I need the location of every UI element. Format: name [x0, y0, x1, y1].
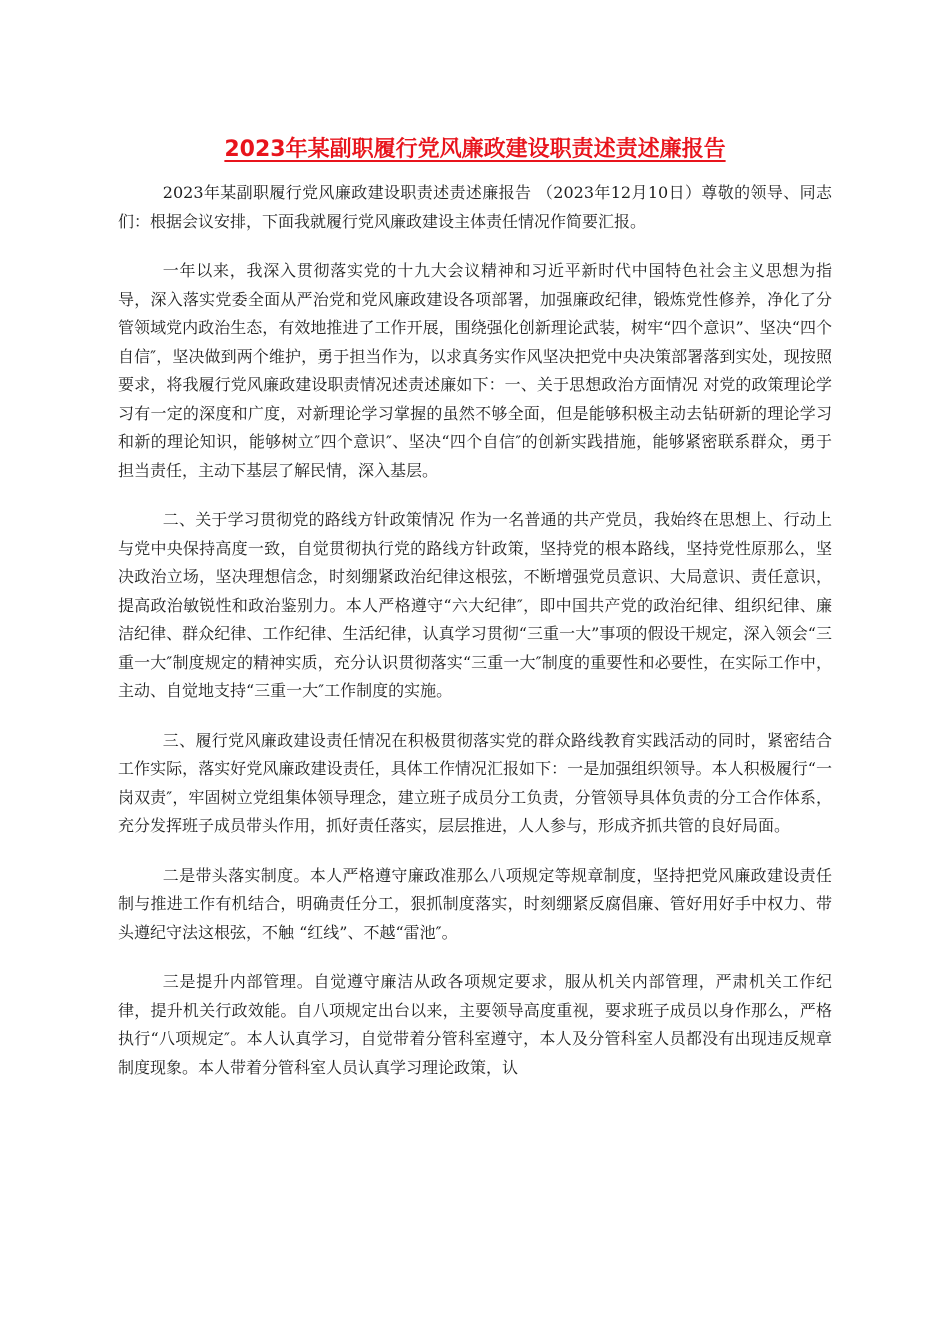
paragraph-1: 2023年某副职履行党风廉政建设职责述责述廉报告 （2023年12月10日）尊敬的领导、同志们：根据会议安排，下面我就履行党风廉政建设主体责任情况作简要汇报。: [118, 183, 832, 231]
document-title: 2023年某副职履行党风廉政建设职责述责述廉报告: [224, 137, 726, 162]
paragraph-5: 二是带头落实制度。本人严格遵守廉政准那么八项规定等规章制度，坚持把党风廉政建设责任制与推进工作有机结合，明确责任分工，狠抓制度落实，时刻绷紧反腐倡廉、管好用好手中权力、带头遵纪守法这根弦，不触 “红线”、不越“雷池″。: [118, 865, 832, 942]
paragraph-2: 一年以来，我深入贯彻落实党的十九大会议精神和习近平新时代中国特色社会主义思想为指导，深入落实党委全面从严治党和党风廉政建设各项部署，加强廉政纪律，锻炼党性修养，净化了分管领域党内政治生态，有效地推进了工作开展，围绕强化创新理论武装，树牢“四个意识”、坚决“四个自信″，坚决做到两个维护，勇于担当作为，以求真务实作风坚决把党中央决策部署落到实处，现按照要求，将我履行党风廉政建设职责情况述责述廉如下：一、关于思想政治方面情况 对党的政策理论学习有一定的深度和广度，对新理论学习掌握的虽然不够全面，但是能够积极主动去钻研新的理论学习和新的理论知识，能够树立″四个意识″、坚决“四个自信″的创新实践措施，能够紧密联系群众，勇于担当责任，主动下基层了解民情，深入基层。: [118, 261, 832, 480]
paragraph-4: 三、履行党风廉政建设责任情况在积极贯彻落实党的群众路线教育实践活动的同时，紧密结合工作实际，落实好党风廉政建设责任，具体工作情况汇报如下：一是加强组织领导。本人积极履行“一岗双责″，牢固树立党组集体领导理念，建立班子成员分工负责，分管领导具体负责的分工合作体系，充分发挥班子成员带头作用，抓好责任落实，层层推进，人人参与，形成齐抓共管的良好局面。: [118, 730, 832, 835]
paragraph-3: 二、关于学习贯彻党的路线方针政策情况 作为一名普通的共产党员，我始终在思想上、行动上与党中央保持高度一致，自觉贯彻执行党的路线方针政策，坚持党的根本路线，坚持党性原那么，坚决政治立场，坚决理想信念，时刻绷紧政治纪律这根弦，不断增强党员意识、大局意识、责任意识，提高政治敏锐性和政治鉴别力。本人严格遵守“六大纪律″，即中国共产党的政治纪律、组织纪律、廉洁纪律、群众纪律、工作纪律、生活纪律，认真学习贯彻“三重一大”事项的假设干规定，深入领会“三重一大″制度规定的精神实质，充分认识贯彻落实“三重一大″制度的重要性和必要性，在实际工作中，主动、自觉地支持“三重一大″工作制度的实施。: [118, 510, 832, 700]
document-body: [118, 179, 832, 1103]
paragraph-6: 三是提升内部管理。自觉遵守廉洁从政各项规定要求，服从机关内部管理，严肃机关工作纪律，提升机关行政效能。自八项规定出台以来，主要领导高度重视，要求班子成员以身作那么，严格执行“八项规定″。本人认真学习，自觉带着分管科室遵守，本人及分管科室人员都没有出现违反规章制度现象。本人带着分管科室人员认真学习理论政策，认: [118, 972, 832, 1077]
